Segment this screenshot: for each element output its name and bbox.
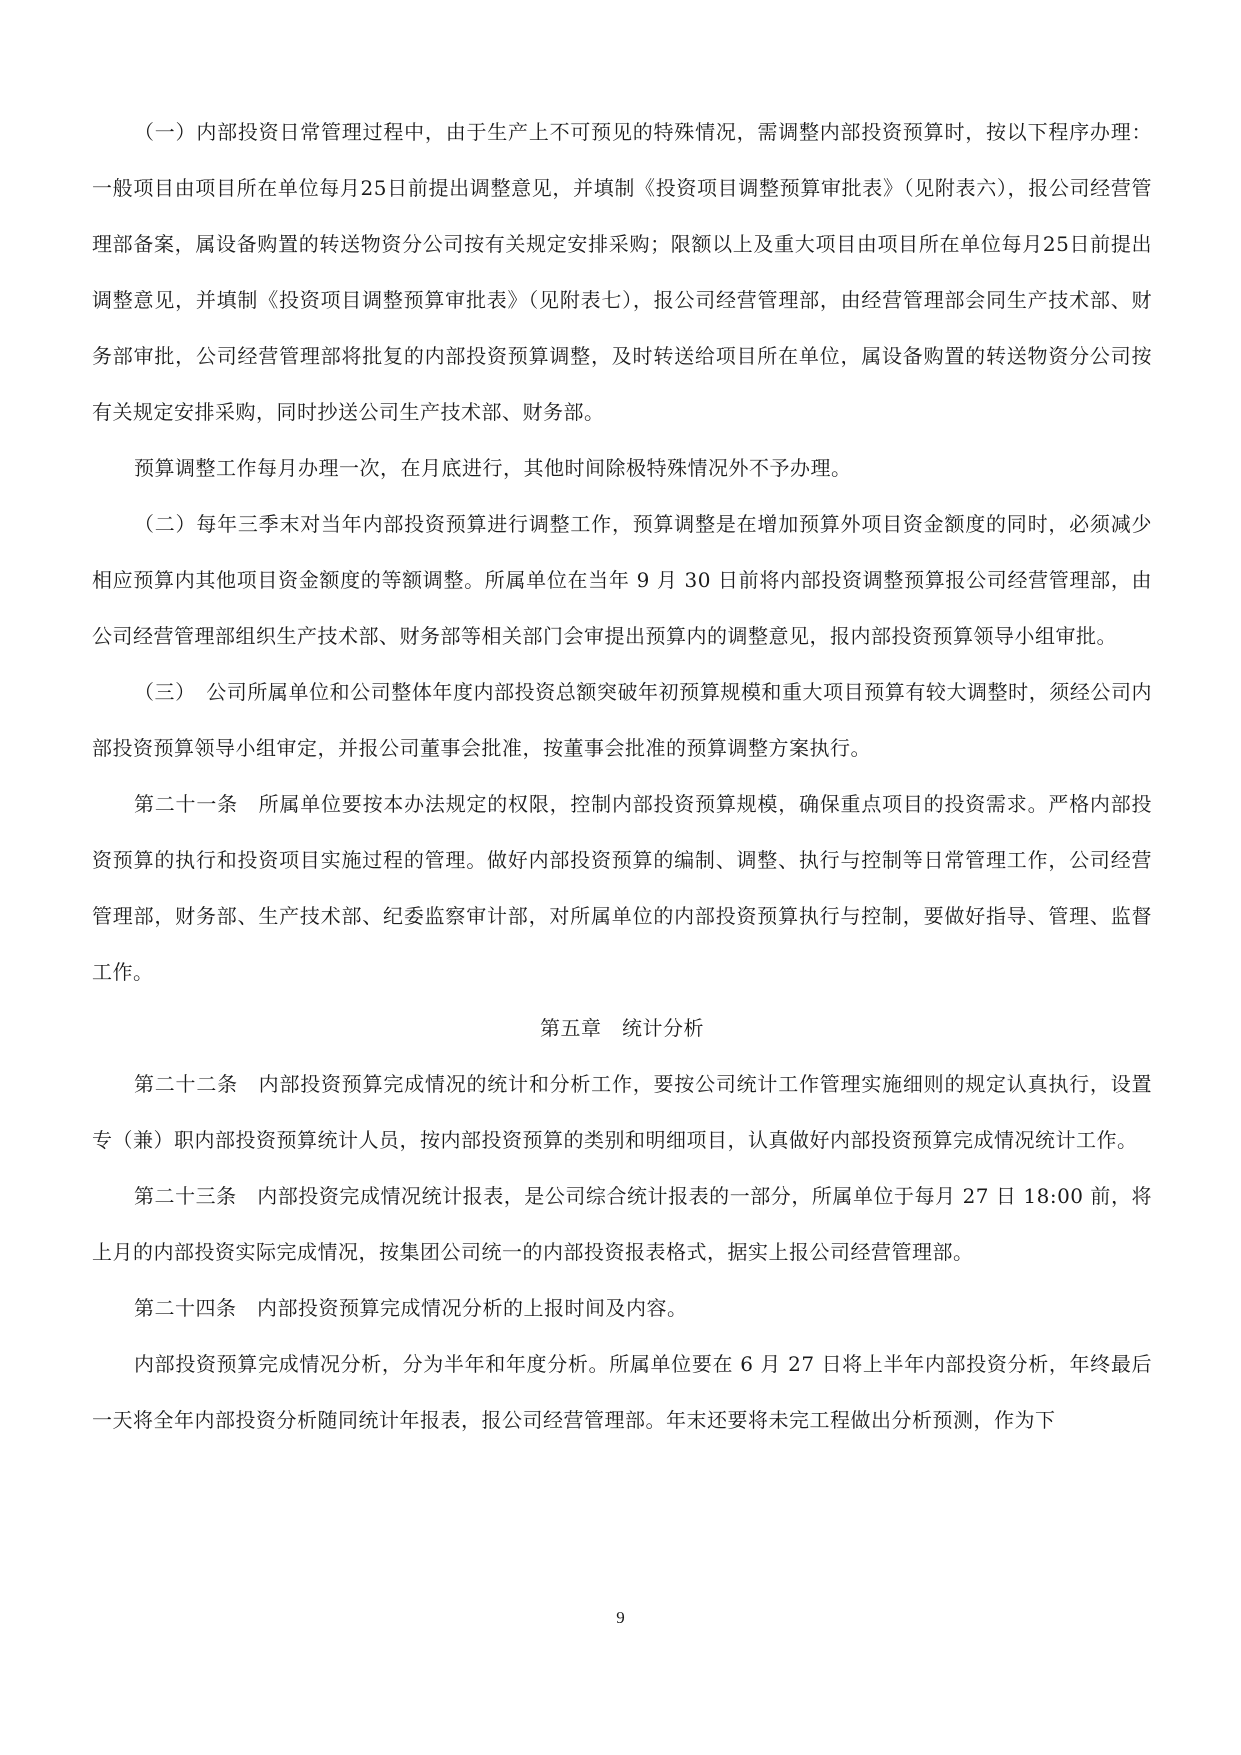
page-number: 9 [616,1608,625,1627]
paragraph-analysis-schedule: 内部投资预算完成情况分析，分为半年和年度分析。所属单位要在 6 月 27 日将上半年内部投资分析，年终最后一天将全年内部投资分析随同统计年报表，报公司经营管理部。年末还要将未完工程做出分析预测，作为下 [92,1352,1152,1432]
paragraph-monthly-adjustment: 预算调整工作每月办理一次，在月底进行，其他时间除极特殊情况外不予办理。 [134,456,852,480]
paragraph-article-24: 第二十四条 内部投资预算完成情况分析的上报时间及内容。 [134,1296,688,1320]
paragraph-article-22: 第二十二条 内部投资预算完成情况的统计和分析工作，要按公司统计工作管理实施细则的规定认真执行，设置专（兼）职内部投资预算统计人员，按内部投资预算的类别和明细项目，认真做好内部投资预算完成情况统计工作。 [92,1072,1152,1152]
paragraph-article-21: 第二十一条 所属单位要按本办法规定的权限，控制内部投资预算规模，确保重点项目的投资需求。严格内部投资预算的执行和投资项目实施过程的管理。做好内部投资预算的编制、调整、执行与控制等日常管理工作，公司经营管理部，财务部、生产技术部、纪委监察审计部，对所属单位的内部投资预算执行与控制，要做好指导、管理、监督工作。 [92,792,1152,984]
paragraph-board-approval: （三） 公司所属单位和公司整体年度内部投资总额突破年初预算规模和重大项目预算有较大调整时，须经公司内部投资预算领导小组审定，并报公司董事会批准，按董事会批准的预算调整方案执行。 [92,680,1152,760]
document-body [92,104,1152,1448]
paragraph-article-23: 第二十三条 内部投资完成情况统计报表，是公司综合统计报表的一部分，所属单位于每月 27 日 18:00 前，将上月的内部投资实际完成情况，按集团公司统一的内部投资报表格式，据实上报公司经营管理部。 [92,1184,1152,1264]
paragraph-third-quarter-adjustment: （二）每年三季末对当年内部投资预算进行调整工作，预算调整是在增加预算外项目资金额度的同时，必须减少相应预算内其他项目资金额度的等额调整。所属单位在当年 9 月 30 日前将内部投资调整预算报公司经营管理部，由公司经营管理部组织生产技术部、财务部等相关部门会审提出预算内的调整意见，报内部投资预算领导小组审批。 [92,512,1152,648]
paragraph-budget-adjustment-procedure: （一）内部投资日常管理过程中，由于生产上不可预见的特殊情况，需调整内部投资预算时，按以下程序办理：一般项目由项目所在单位每月25日前提出调整意见，并填制《投资项目调整预算审批表》（见附表六），报公司经营管理部备案，属设备购置的转送物资分公司按有关规定安排采购；限额以上及重大项目由项目所在单位每月25日前提出调整意见，并填制《投资项目调整预算审批表》（见附表七），报公司经营管理部，由经营管理部会同生产技术部、财务部审批，公司经营管理部将批复的内部投资预算调整，及时转送给项目所在单位，属设备购置的转送物资分公司按有关规定安排采购，同时抄送公司生产技术部、财务部。 [92,120,1152,424]
chapter-title: 第五章 统计分析 [540,1016,704,1040]
